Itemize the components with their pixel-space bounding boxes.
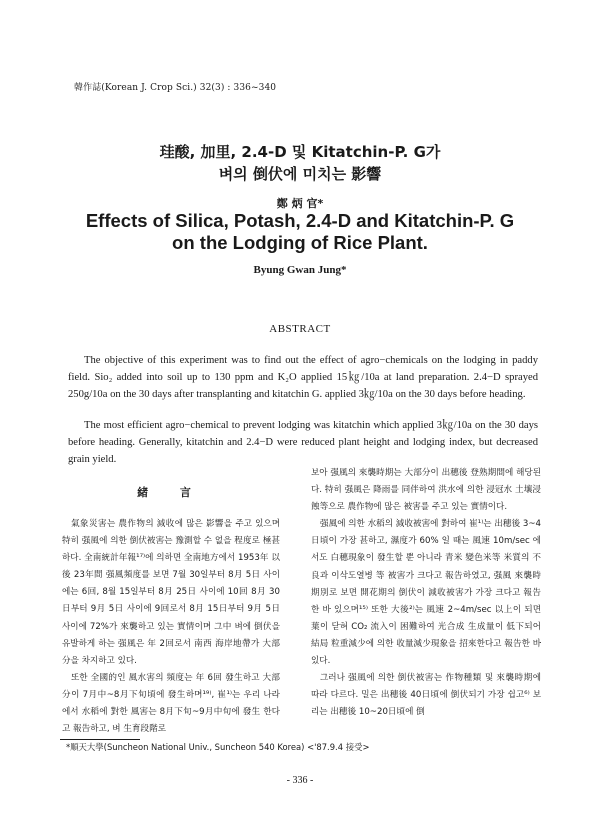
abstract-paragraph-1: The objective of this experiment was to find out the effect of agro−chemicals on the lodging in paddy field. Sio₂ added into soil up to 130 ppm and K₂O applied 15㎏/10a at land preparation. 2.4−D sprayed 250g/10a on the 30 days after transplanting and kitatchin G. applied 3㎏/10a on the 30 days before heading. [68, 355, 538, 400]
page-number: - 336 - [286, 775, 314, 786]
journal-reference: 韓作誌(Korean J. Crop Sci.) 32(3) : 336~340 [74, 83, 277, 93]
left-paragraph-2: 또한 全國的인 風水害의 頻度는 年 6回 發生하고 大部分이 7月中~8月下旬頃에 發生하며¹⁹⁾, 崔¹⁾는 우리 나라에서 水稻에 對한 風害는 8月下旬~9月中旬에 發生 한다고 報告하고, 벼 生育段階로 [62, 672, 280, 735]
english-title-line1: Effects of Silica, Potash, 2.4-D and Kitatchin-P. G [85, 210, 515, 231]
right-paragraph-3: 그러나 强風에 의한 倒伏被害는 作物種類 및 來襲時期에 따라 다르다. 밀은 出穗後 40日頃에 倒伏되기 가장 쉽고⁶⁾ 보리는 出穗後 10~20日頃에 倒 [311, 673, 541, 718]
right-column [311, 465, 541, 721]
english-author: Byung Gwan Jung* [253, 264, 347, 276]
korean-author: 鄭 炳 官* [276, 197, 324, 210]
footnote: *順天大學(Suncheon National Univ., Suncheon 540 Korea) <'87.9.4 接受> [66, 742, 370, 752]
english-title-line2: on the Lodging of Rice Plant. [172, 232, 428, 253]
abstract-heading: ABSTRACT [269, 323, 331, 335]
korean-title-line2: 벼의 倒伏에 미치는 影響 [218, 165, 382, 183]
introduction-heading: 緒 言 [137, 486, 205, 499]
left-paragraph-1: 氣象災害는 農作物의 減收에 많은 影響을 주고 있으며 特히 强風에 의한 倒伏被害는 豫測할 수 없을 程度로 極甚하다. 全南統計年報¹⁷⁾에 의하면 全南地方에서 1953年 以後 23年間 强風頻度를 보면 7월 30일부터 8月 5日 사이에는 6回, 8월 15일부터 8月 25日 사이에 10回 8月 30日부터 9月 5日 사이에 9回로서 8月 15日부터 9月 5日 사이에 72%가 來襲하고 있는 實情이며 그中 벼에 倒伏을 유발하게 하는 强風은 年 2回로서 南西 海岸地帶가 大部分을 차지하고 있다. [62, 519, 280, 666]
abstract-paragraph-2: The most efficient agro−chemical to prevent lodging was kitatchin which applied 3㎏/10a on the 30 days before heading. Generally, kitatchin and 2.4−D were reduced plant height and lodging index, but decreased grain yield. [68, 420, 538, 465]
footnote-rule [60, 739, 140, 740]
right-paragraph-2: 强風에 의한 水稻의 減收被害에 對하여 崔¹⁾는 出穗後 3~4日頃이 가장 甚하고, 濕度가 60% 일 때는 風速 10m/sec 에서도 白穗現象이 發生할 뿐 아니라 青米 變色米等 米質의 不良과 이삭도열병 等 被害가 크다고 報告하였고, 强風 來襲時期別로 보면 開花期의 倒伏이 減收被害가 가장 크다고 報告한 바 있으며¹⁵⁾ 또한 大後²⁾는 風速 2~4m/sec 以上이 되면 葉이 닫혀 CO₂ 流入이 困難하여 光合成 生成量이 低下되어 結局 粒重減少에 의한 收量減少現象을 招來한다고 報告한 바 있다. [311, 519, 541, 667]
korean-title-line1: 珪酸, 加里, 2.4-D 및 Kitatchin-P. G가 [159, 143, 441, 161]
left-column [62, 516, 280, 738]
right-paragraph-1: 보아 强風의 來襲時期는 大部分이 出穗後 登熟期間에 해당된다. 特히 强風은 降雨를 同伴하여 洪水에 의한 浸冠水 土壤浸蝕等으로 農作物에 많은 被害를 주고 있는 實情이다. [311, 468, 541, 513]
